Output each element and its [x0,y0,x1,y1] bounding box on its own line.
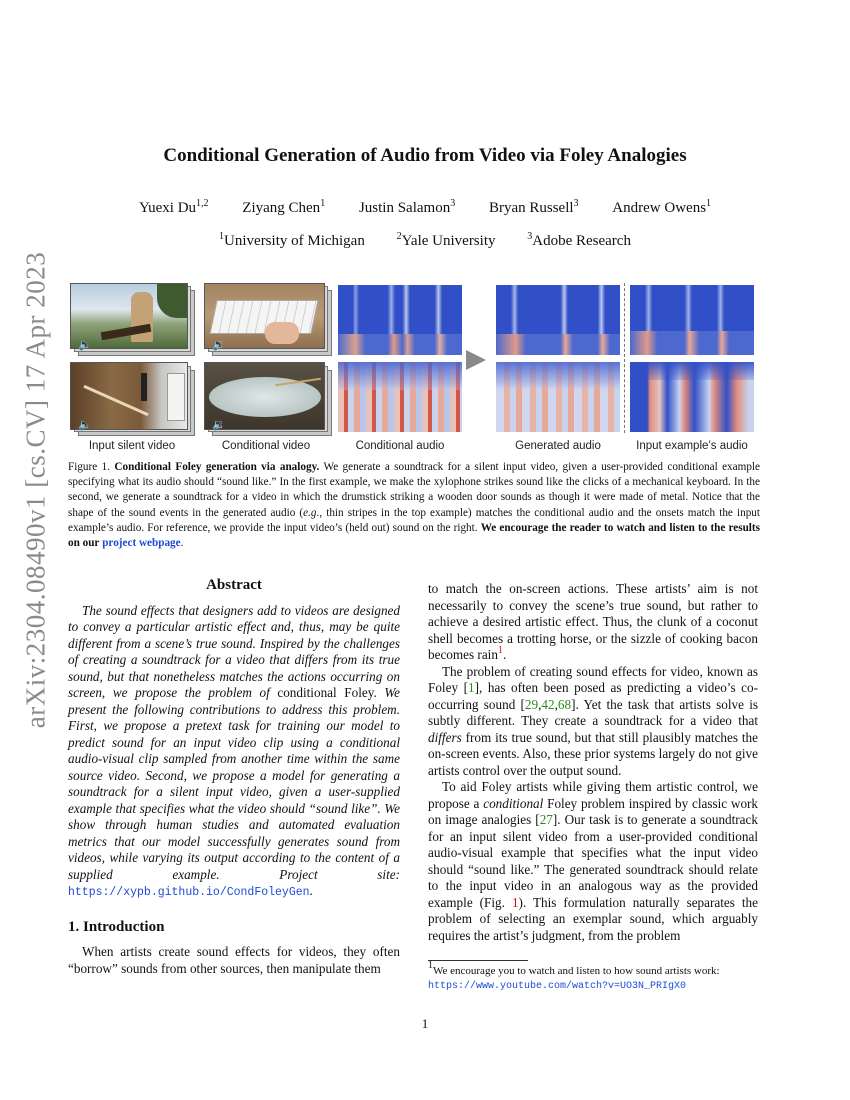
footnote: $^1$We encourage you to watch and listen to how sound artists work: https://www.youtube.com/watch?v=UO3N_PRIgX0 [428,960,720,992]
citation-link[interactable]: 27 [539,812,553,827]
speaker-icon: 🔉 [212,339,226,351]
affiliation: $^3$Adobe Research [527,231,631,249]
right-column [428,581,758,944]
paragraph: To aid Foley artists while giving them artistic control, we propose a conditional Foley problem inspired by classic work on image analogies [27]. Our task is to generate a soundtrack for an input silent video from a user-provided conditional audio-visual example that specifies what the input video should “sound like.” The generated soundtrack should relate to the input video in an analogous way as the provided example (Fig. 1). This formulation naturally separates the problem of selecting an exemplar sound, which arguably requires the artist’s judgment, from the problem [428,779,759,943]
footnote-rule [428,960,528,961]
author: Ziyang Chen$^1$ [242,198,326,216]
generated-spectrogram-2 [496,362,620,432]
author: Justin Salamon$^3$ [358,198,456,216]
citation-link[interactable]: 1 [468,680,475,695]
conditional-spectrogram-2 [338,362,462,432]
project-site-link[interactable]: https://xypb.github.io/CondFoleyGen [68,886,310,899]
paragraph: to match the on-screen actions. These artists’ aim is not necessarily to convey the scene’s true sound, but rather to achieve a desired artistic effect. Thus, the clunk of a coconut shell becomes a trotting horse, or the sizzle of cooking bacon becomes rain$^1$. [428,581,758,662]
input-example-spectrogram-1 [630,285,754,355]
generated-spectrogram-1 [496,285,620,355]
label-generated-audio: Generated audio [515,440,601,452]
arxiv-id: arXiv:2304.08490v1 [cs.CV] 17 Apr 2023 [20,251,51,729]
page-number: 1 [421,1016,429,1031]
intro-paragraph: When artists create sound effects for videos, they often “borrow” sounds from other sources, then manipulate them [68,944,400,976]
affiliation: $^1$University of Michigan [219,231,365,249]
dashed-divider [624,283,625,433]
mute-speaker-icon: 🔈 [78,419,92,431]
mute-speaker-icon: 🔈 [78,339,92,351]
citation-link[interactable]: 29 [524,696,539,712]
label-conditional-audio: Conditional audio [355,440,445,452]
introduction-heading: 1. Introduction [68,918,165,935]
abstract-text: The sound effects that designers add to videos are designed to convey a particular artistic effect and, thus, may be quite different from a scene’s true sound. Inspired by the challenges of creating a soundtrack for a video that differs from its true sound, but that nonetheless matches the actions occurring on screen, we propose the problem of conditional Foley. We present the following contributions to address this problem. First, we propose a pretext task for training our model to predict sound for an input video clip using a conditional audio-visual clip sampled from another time within the same source video. Second, we propose a model for generating a soundtrack for a silent input video, given a user-supplied example that specifies what the video should “sound like”. We show through human studies and automated evaluation metrics that our model successfully generates sound from videos, while varying its output according to the content of a supplied example. Project site: https://xypb.github.io/CondFoleyGen. [68,602,401,899]
label-input-example-audio: Input example’s audio [636,440,748,452]
label-input-silent-video: Input silent video [88,440,176,452]
figure-caption: Figure 1. Conditional Foley generation via analogy. We generate a soundtrack for a silent input video, given a user-provided conditional example specifying what its audio should “sound like.” In the first example, we make the xylophone strikes sound like the clicks of a mechanical keyboard. In the second, we generate a soundtrack for a video in which the drumstick striking a wooden door sounds as though it were made of metal. Notice that the shape of the sound events in the generated audio (e.g., thin stripes in the top example) matches the conditional audio and the onsets match the input example’s audio. For reference, we provide the input video’s (held out) sound on the right. We encourage the reader to watch and listen to the results on our project webpage. [68,461,760,550]
author: Bryan Russell$^3$ [488,198,579,216]
left-column [68,577,400,977]
footnote-marker[interactable]: 1 [497,645,503,656]
arxiv-sidebar [16,251,56,729]
author: Andrew Owens$^1$ [612,198,712,216]
conditional-spectrogram-1 [338,285,462,355]
youtube-link[interactable]: https://www.youtube.com/watch?v=UO3N_PRIgX0 [428,981,687,992]
paragraph: The problem of creating sound effects for video, known as Foley [1], has often been posed as predicting a video’s co-occurring sound [29,42,68]. Yet the task that artists solve is subtly different. They create a soundtrack for a video that differs from its true sound, but that still plausibly matches the on-screen events. Also, these prior systems largely do not give artists control over the output sound. [428,663,759,778]
label-conditional-video: Conditional video [221,440,311,452]
affiliation: $^2$Yale University [396,231,496,249]
author-list [0,200,850,217]
figure-ref-link[interactable]: 1 [511,894,519,910]
project-webpage-link[interactable]: project webpage [102,537,181,550]
arrow-shaft [466,356,476,364]
speaker-icon: 🔉 [212,419,226,431]
affiliation-list [0,233,850,250]
author: Yuexi Du$^{1,2}$ [138,198,209,216]
citation-link[interactable]: 42 [541,696,555,712]
abstract-heading: Abstract [206,577,262,593]
citation-link[interactable]: 68 [557,696,572,712]
input-example-spectrogram-2 [630,362,754,432]
paper-title: Conditional Generation of Audio from Video via Foley Analogies [163,145,687,166]
